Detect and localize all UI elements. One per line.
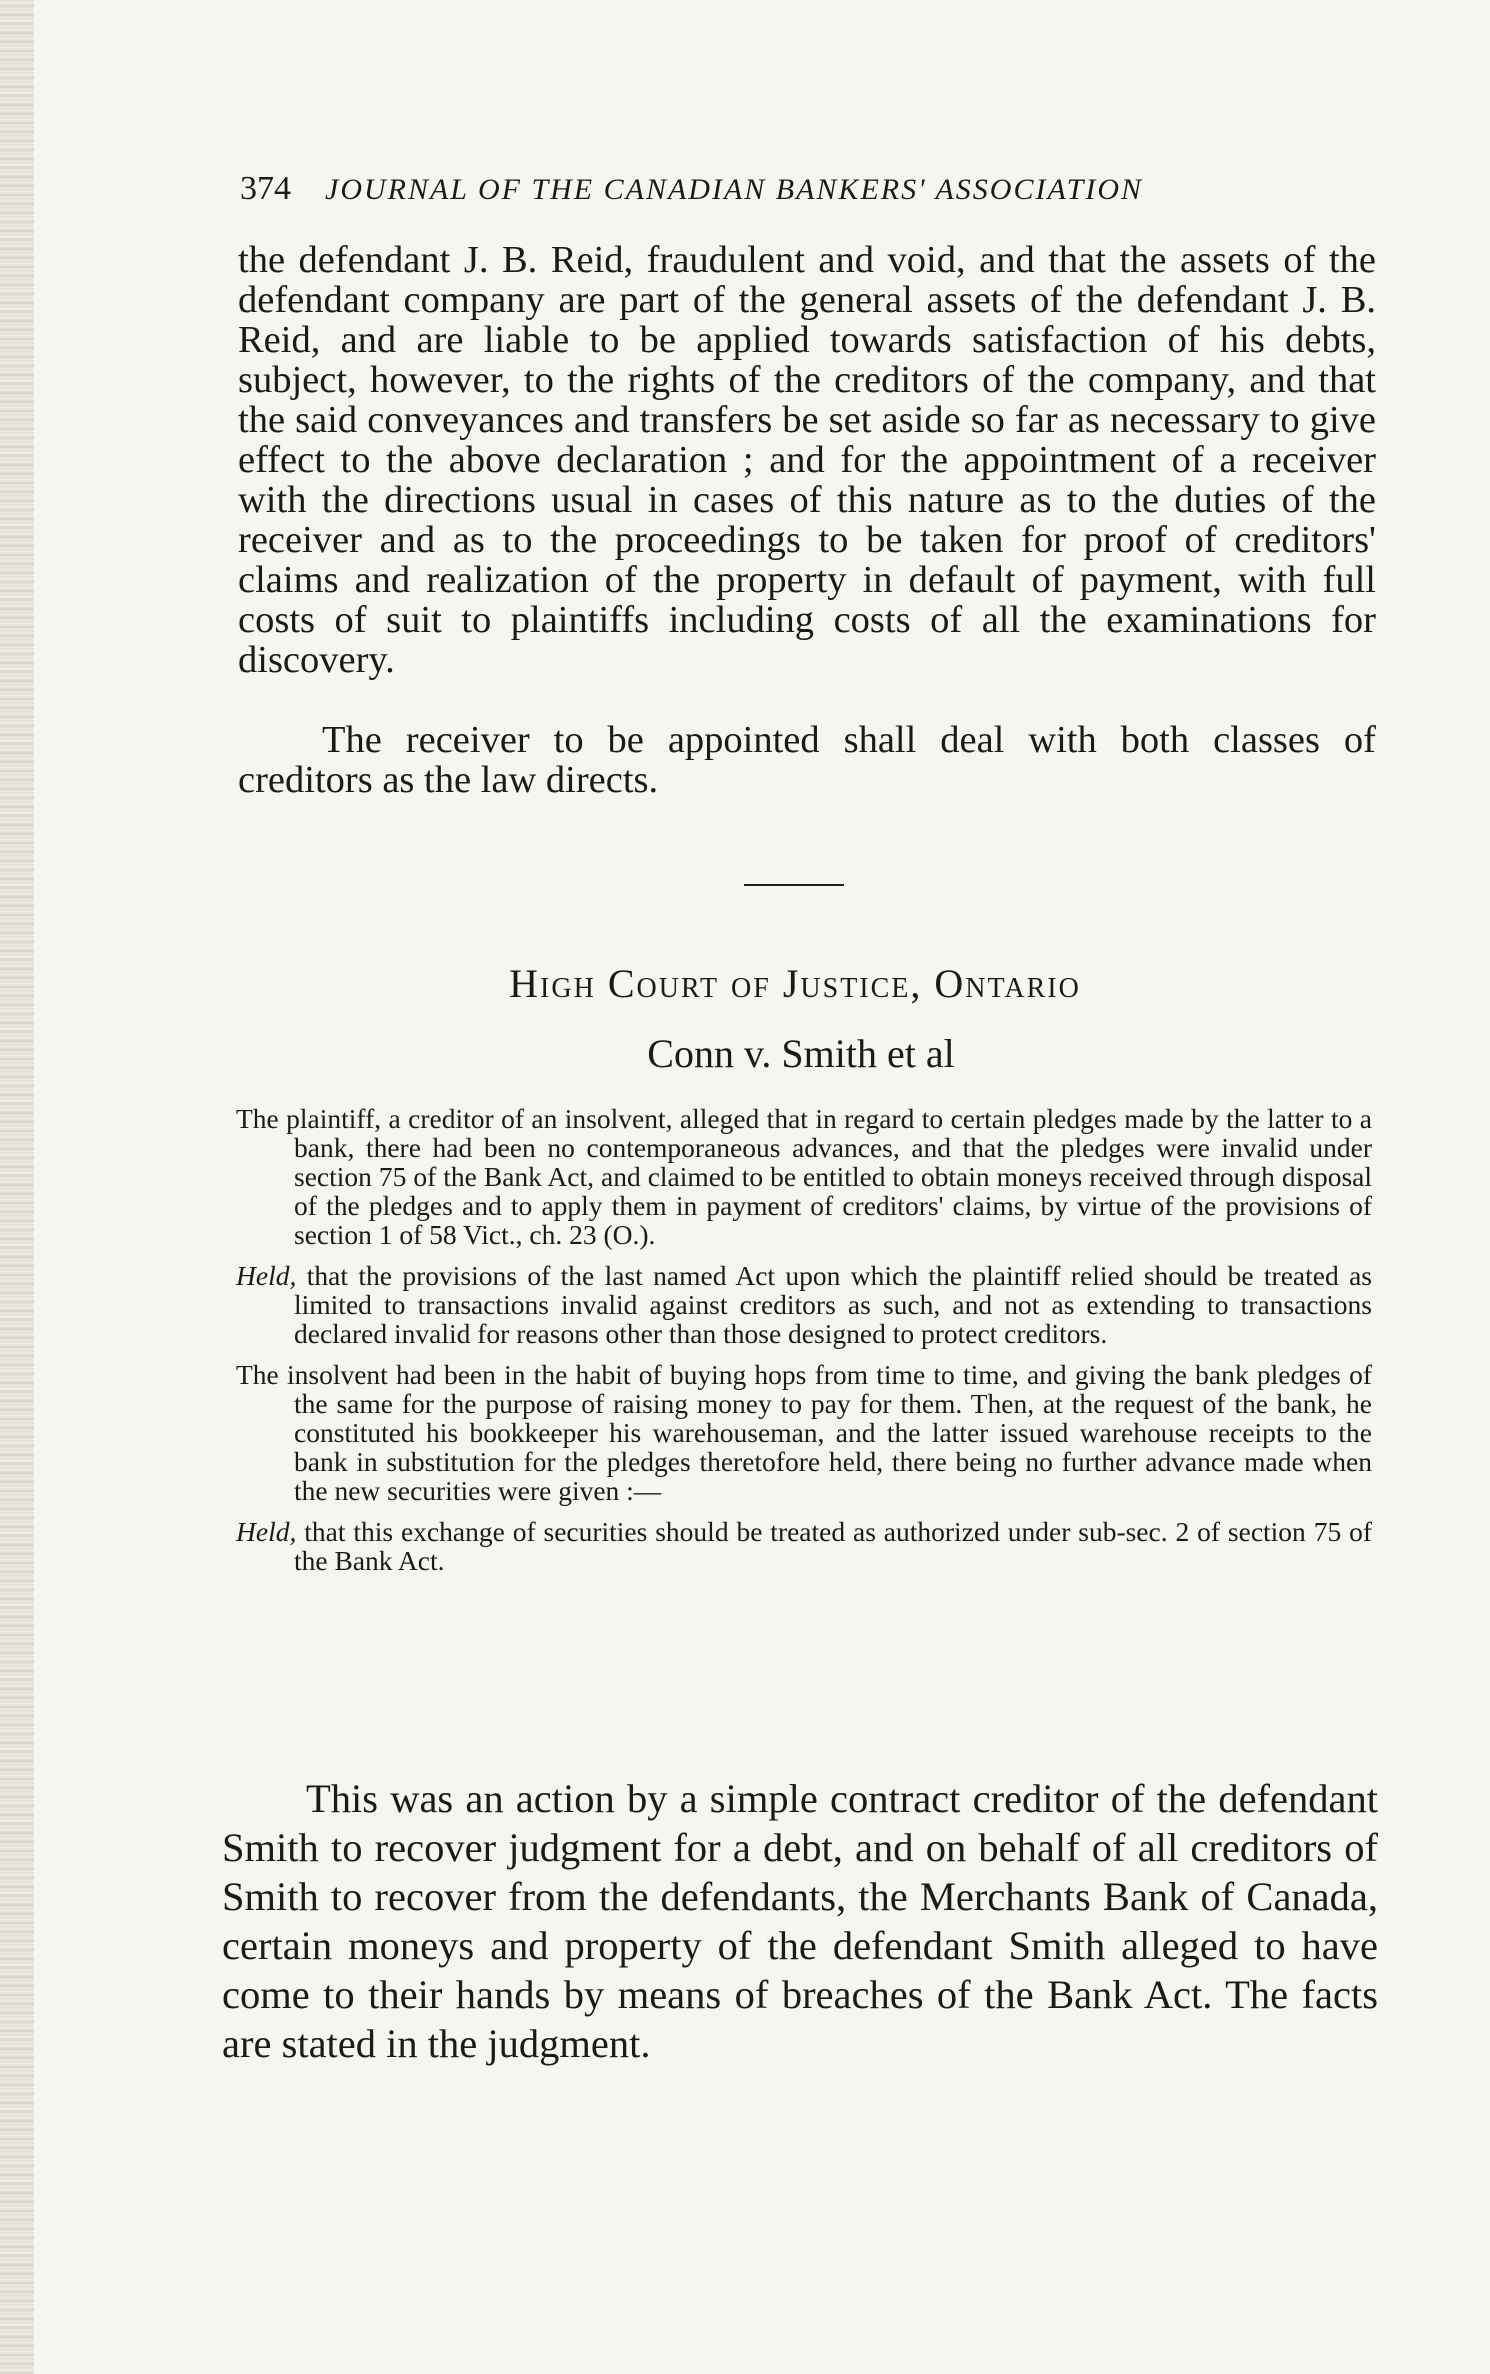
court-heading: High Court of Justice, Ontario [509,961,1081,1006]
headnote [236,1360,1372,1505]
headnote [236,1104,1372,1249]
headnote-text: The plaintiff, a creditor of an insolvent, alleged that in regard to certain pledges made by the latter to a bank, there had been no contemporaneous advances, and that the pledges were invalid under section 75 of the Bank Act, and claimed to be entitled to obtain moneys received through disposal of the pledges and to apply them in payment of creditors' claims, by virtue of the provisions of section 1 of 58 Vict., ch. 23 (O.). [236,1103,1372,1250]
headnote-text: The insolvent had been in the habit of buying hops from time to time, and giving the bank pledges of the same for the purpose of raising money to pay for them. Then, at the request of the bank, he constituted his bookkeeper his warehouseman, and the latter issued warehouse receipts to the bank in substitution for the pledges theretofore held, there being no further advance made when the new securities were given :— [236,1359,1372,1506]
headnote-lead: Held, [236,1260,297,1291]
headnote [236,1517,1372,1575]
journal-title: JOURNAL OF THE CANADIAN BANKERS' ASSOCIATION [325,173,1144,206]
headnote-text: that the provisions of the last named Act upon which the plaintiff relied should be treated as limited to transactions invalid against creditors as such, and not as extending to transactions declared invalid for reasons other than those designed to protect creditors. [294,1260,1373,1349]
headnote-text: that this exchange of securities should be treated as authorized under sub-sec. 2 of section 75 of the Bank Act. [294,1516,1372,1576]
headnote-lead: Held, [236,1516,297,1547]
previous-case-paragraph: the defendant J. B. Reid, fraudulent and void, and that the assets of the defendant company are part of the general assets of the defendant J. B. Reid, and are liable to be applied towards satisfaction of his debts, subject, however, to the rights of the creditors of the company, and that the said conveyances and transfers be set aside so far as necessary to give effect to the above declaration ; and for the appointment of a receiver with the directions usual in cases of this nature as to the duties of the receiver and as to the proceedings to be taken for proof of creditors' claims and realization of the property in default of payment, with full costs of suit to plaintiffs including costs of all the examinations for discovery. [238,239,1376,681]
page-number: 374 [240,170,291,207]
previous-case-paragraph-receiver: The receiver to be appointed shall deal with both classes of creditors as the law directs. [238,719,1376,801]
case-title: Conn v. Smith et al [647,1031,955,1076]
section-divider [744,884,844,886]
opening-paragraph: This was an action by a simple contract creditor of the defendant Smith to recover judgment for a debt, and on behalf of all creditors of Smith to recover from the defendants, the Merchants Bank of Canada, certain moneys and property of the defendant Smith alleged to have come to their hands by means of breaches of the Bank Act. The facts are stated in the judgment. [222,1776,1378,2066]
running-head [240,170,1143,208]
headnotes [236,1104,1372,1587]
headnote [236,1261,1372,1348]
